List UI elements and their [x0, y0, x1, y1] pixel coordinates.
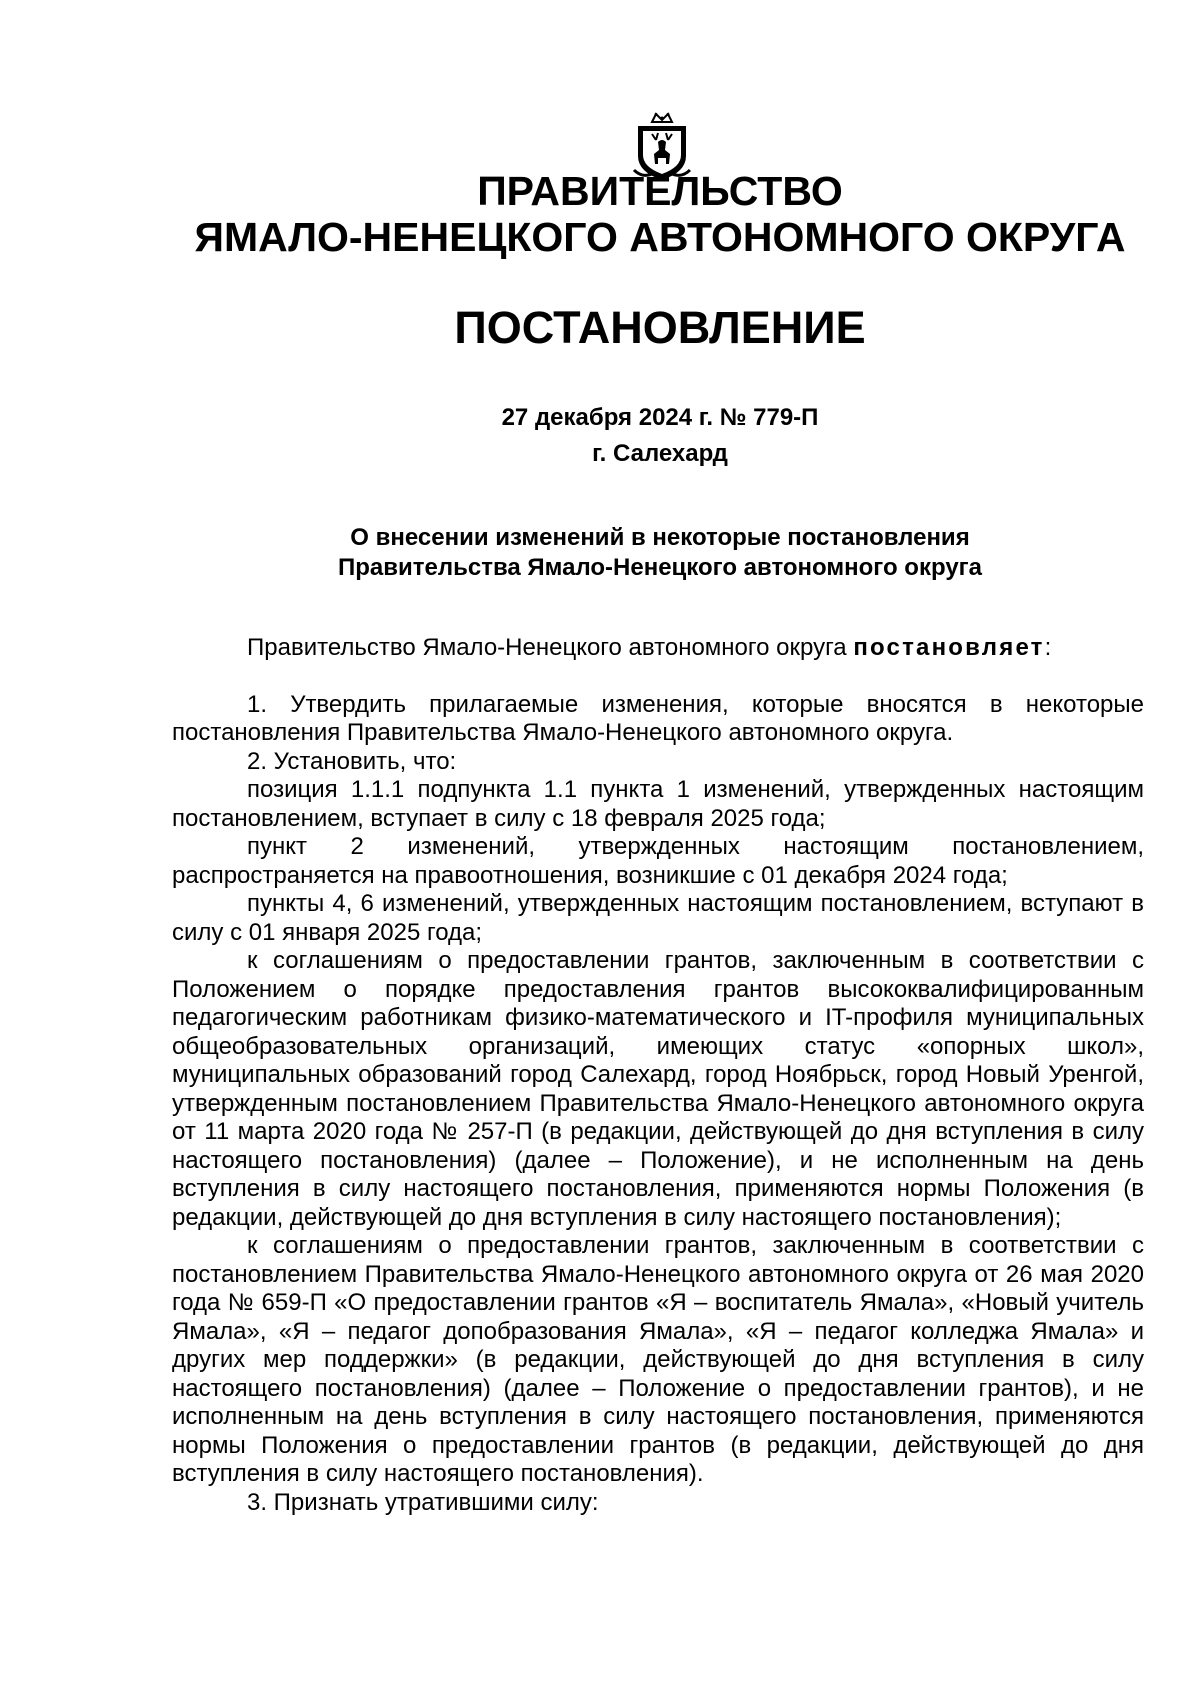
paragraph-item-2: 2. Установить, что: — [247, 747, 457, 775]
paragraph-grants-agreements-1: к соглашениям о предоставлении грантов, заключенным в соответствии с Положением о порядке предоставления грантов высококвалифицированным педагогическим работникам физико-математического и IT-профиля муниципальных общеобразовательных организаций, имеющих статус «опорных школ», муниципальных образований город Салехард, город Ноябрьск, город Новый Уренгой, утвержденным постановлением Правительства Ямало-Ненецкого автономного округа от 11 марта 2020 года № 257-П (в редакции, действующей до дня вступления в силу настоящего постановления) (далее – Положение), и не исполненным на день вступления в силу настоящего постановления, применяются нормы Положения (в редакции, действующей до дня вступления в силу настоящего постановления); — [172, 947, 1144, 1231]
subject-line2: Правительства Ямало-Ненецкого автономного округа — [337, 554, 983, 581]
intro-paragraph — [172, 634, 1144, 663]
document-body — [172, 634, 1144, 1517]
paragraph-item-1: 1. Утвердить прилагаемые изменения, которые вносятся в некоторые постановления Правительства Ямало-Ненецкого автономного округа. — [172, 690, 1144, 746]
document-type-title: ПОСТАНОВЛЕНИЕ — [454, 302, 866, 353]
intro-prefix: Правительство Ямало-Ненецкого автономного округа — [247, 634, 854, 661]
document-date-number: 27 декабря 2024 г. № 779-П — [501, 404, 819, 431]
intro-suffix: : — [1044, 634, 1052, 661]
government-title-line1: ПРАВИТЕЛЬСТВО — [477, 168, 843, 214]
paragraph-position-1-1-1: позиция 1.1.1 подпункта 1.1 пункта 1 изменений, утвержденных настоящим постановлением, вступает в силу с 18 февраля 2025 года; — [172, 776, 1144, 832]
paragraph-point-2: пункт 2 изменений, утвержденных настоящим постановлением, распространяется на правоотношения, возникшие с 01 декабря 2024 года; — [172, 833, 1144, 889]
government-title-line2: ЯМАЛО-НЕНЕЦКОГО АВТОНОМНОГО ОКРУГА — [194, 214, 1126, 260]
paragraph-points-4-6: пункты 4, 6 изменений, утвержденных настоящим постановлением, вступают в силу с 01 января 2025 года; — [172, 890, 1144, 946]
paragraph-item-3: 3. Признать утратившими силу: — [247, 1488, 599, 1516]
intro-keyword: постановляет — [853, 634, 1045, 661]
document-city: г. Салехард — [592, 440, 728, 467]
paragraph-grants-agreements-2: к соглашениям о предоставлении грантов, заключенным в соответствии с постановлением Правительства Ямало-Ненецкого автономного округа от 26 мая 2020 года № 659-П «О предоставлении грантов «Я – воспитатель Ямала», «Новый учитель Ямала», «Я – педагог допобразования Ямала», «Я – педагог колледжа Ямала» и других мер поддержки» (в редакции, действующей до дня вступления в силу настоящего постановления) (далее – Положение о предоставлении грантов), и не исполненным на день вступления в силу настоящего постановления, применяются нормы Положения о предоставлении грантов (в редакции, действующей до дня вступления в силу настоящего постановления). — [172, 1232, 1144, 1487]
subject-line1: О внесении изменений в некоторые постановления — [350, 524, 970, 551]
